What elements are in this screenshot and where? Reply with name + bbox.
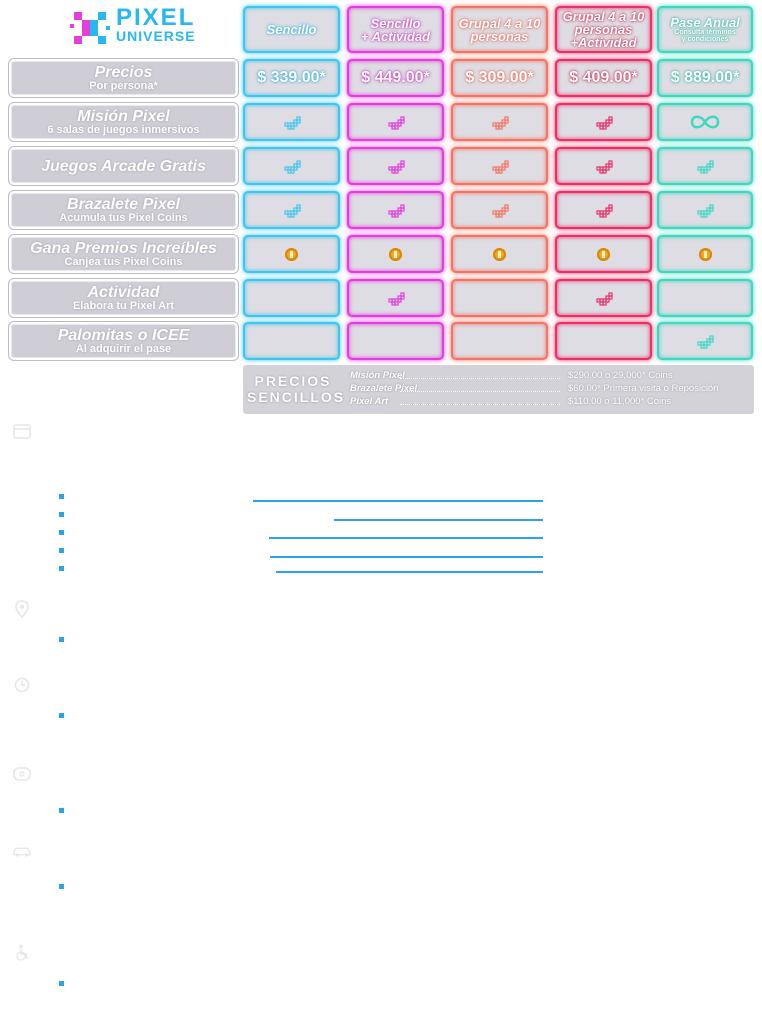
pixel-universe-logo[interactable]	[70, 6, 200, 52]
column-header[interactable]	[451, 6, 548, 53]
dot-leader	[400, 404, 560, 405]
feature-cell	[451, 191, 548, 229]
feature-cell	[555, 147, 652, 185]
price-cell	[243, 59, 340, 97]
column-title: Grupal 4 a 10 personas	[458, 15, 541, 44]
single-prices-panel	[243, 365, 754, 414]
column-subtitle: Consulta términos y condiciones	[674, 29, 736, 43]
row-subtitle: 6 salas de juegos inmersivos	[47, 124, 200, 136]
price-value: $ 449.00*	[361, 69, 430, 86]
feature-cell	[243, 322, 340, 360]
list-bullet	[59, 808, 64, 813]
row-label	[9, 322, 238, 360]
column-header[interactable]	[347, 6, 444, 53]
row-subtitle: Por persona*	[89, 80, 158, 92]
price-value: $ 889.00*	[670, 69, 740, 86]
feature-cell	[555, 279, 652, 317]
pixel-coin-icon	[597, 248, 610, 261]
feature-cell	[657, 191, 753, 229]
feature-cell	[657, 322, 753, 360]
row-title: Juegos Arcade Gratis	[41, 157, 206, 175]
price-value: $ 309.00*	[465, 69, 534, 86]
price-cell	[451, 59, 548, 97]
row-title: Gana Premios Increíbles	[30, 240, 217, 257]
link-underline[interactable]	[270, 556, 543, 558]
feature-cell	[347, 103, 444, 141]
accessibility-icon	[12, 944, 32, 962]
price-cell	[555, 59, 652, 97]
pixel-check-icon	[595, 157, 613, 175]
feature-cell	[555, 322, 652, 360]
feature-cell	[451, 103, 548, 141]
column-title: Grupal 4 a 10 personas +Actividad	[562, 9, 645, 50]
link-underline[interactable]	[269, 537, 543, 539]
row-title: Palomitas o ICEE	[57, 327, 190, 344]
pixel-check-icon	[595, 201, 613, 219]
pixel-check-icon	[696, 157, 714, 175]
single-price-name: Misión Pixel	[350, 370, 405, 381]
column-title: Pase Anual	[670, 15, 740, 30]
pixel-check-icon	[283, 201, 301, 219]
location-pin-icon	[12, 600, 32, 618]
row-title: Actividad	[87, 284, 160, 301]
list-bullet	[59, 512, 64, 517]
pixel-x-logo-icon	[70, 8, 110, 48]
feature-cell	[243, 191, 340, 229]
single-price-value: $290.00 o 29,000* Coins	[568, 370, 673, 381]
logo-wordmark-universe: UNIVERSE	[116, 28, 196, 44]
pixel-check-icon	[387, 157, 405, 175]
list-bullet	[59, 981, 64, 986]
single-price-value: $110.00 o 11,000* Coins	[568, 396, 672, 407]
price-value: $ 339.00*	[257, 69, 326, 86]
link-underline[interactable]	[334, 519, 543, 521]
row-label	[9, 147, 238, 185]
feature-cell	[451, 235, 548, 273]
link-underline[interactable]	[276, 571, 543, 573]
row-subtitle: Al adquirir el pase	[75, 343, 172, 355]
list-bullet	[59, 884, 64, 889]
feature-cell	[451, 147, 548, 185]
row-label	[9, 279, 238, 317]
row-subtitle: Acumula tus Pixel Coins	[59, 212, 188, 224]
price-cell	[347, 59, 444, 97]
logo-wordmark-pixel: PIXEL	[116, 4, 196, 31]
feature-cell	[347, 191, 444, 229]
feature-cell	[347, 235, 444, 273]
pixel-check-icon	[387, 289, 405, 307]
list-bullet	[59, 566, 64, 571]
feature-cell	[657, 103, 753, 141]
list-bullet	[59, 494, 64, 499]
feature-cell	[657, 235, 753, 273]
feature-cell	[555, 235, 652, 273]
column-title: Sencillo	[266, 22, 317, 37]
dot-leader	[400, 391, 560, 392]
column-header[interactable]	[657, 6, 753, 53]
list-bullet	[59, 548, 64, 553]
feature-cell	[347, 147, 444, 185]
feature-cell	[347, 279, 444, 317]
feature-cell	[451, 279, 548, 317]
pixel-check-icon	[595, 113, 613, 131]
calendar-icon	[12, 422, 32, 440]
pixel-check-icon	[387, 113, 405, 131]
row-title: Brazalete Pixel	[67, 196, 180, 213]
single-price-name: Pixel Art	[350, 396, 389, 407]
pixel-check-icon	[696, 332, 714, 350]
list-bullet	[59, 713, 64, 718]
pixel-coin-icon	[285, 248, 298, 261]
feature-cell	[657, 147, 753, 185]
price-value: $ 409.00*	[569, 69, 638, 86]
pixel-check-icon	[595, 289, 613, 307]
row-subtitle: Elabora tu Pixel Art	[72, 300, 175, 312]
dot-leader	[400, 378, 560, 379]
pixel-coin-icon	[493, 248, 506, 261]
row-subtitle: Canjea tus Pixel Coins	[64, 256, 183, 268]
pixel-check-icon	[696, 201, 714, 219]
row-label	[9, 235, 238, 273]
pixel-check-icon	[387, 201, 405, 219]
link-underline[interactable]	[253, 500, 543, 502]
row-title: Misión Pixel	[77, 108, 170, 125]
column-title: Sencillo + Actividad	[360, 15, 431, 44]
feature-cell	[451, 322, 548, 360]
feature-cell	[555, 103, 652, 141]
pixel-coin-icon	[699, 248, 712, 261]
price-cell	[657, 59, 753, 97]
feature-cell	[243, 279, 340, 317]
single-price-name: Brazalete Pixel	[350, 383, 418, 394]
pixel-check-icon	[283, 157, 301, 175]
infinity-icon	[688, 113, 722, 131]
ticket-icon	[12, 765, 32, 783]
feature-cell	[657, 279, 753, 317]
single-price-row	[350, 396, 750, 408]
single-price-row	[350, 370, 750, 382]
pixel-check-icon	[491, 157, 509, 175]
feature-cell	[347, 322, 444, 360]
row-label	[9, 59, 238, 97]
feature-cell	[555, 191, 652, 229]
pixel-check-icon	[491, 201, 509, 219]
feature-cell	[243, 147, 340, 185]
feature-cell	[243, 103, 340, 141]
pixel-check-icon	[491, 113, 509, 131]
feature-cell	[243, 235, 340, 273]
column-header[interactable]	[555, 6, 652, 53]
list-bullet	[59, 637, 64, 642]
row-title: Precios	[94, 64, 153, 81]
clock-icon	[12, 676, 32, 694]
single-price-value: $60.00* Primera visita o Reposición	[568, 383, 719, 394]
column-header[interactable]	[243, 6, 340, 53]
single-prices-title: PRECIOS SENCILLOS	[247, 373, 346, 405]
list-bullet	[59, 530, 64, 535]
row-label	[9, 103, 238, 141]
single-price-row	[350, 383, 750, 395]
pixel-check-icon	[283, 113, 301, 131]
car-icon	[12, 842, 32, 860]
row-label	[9, 191, 238, 229]
pixel-coin-icon	[389, 248, 402, 261]
